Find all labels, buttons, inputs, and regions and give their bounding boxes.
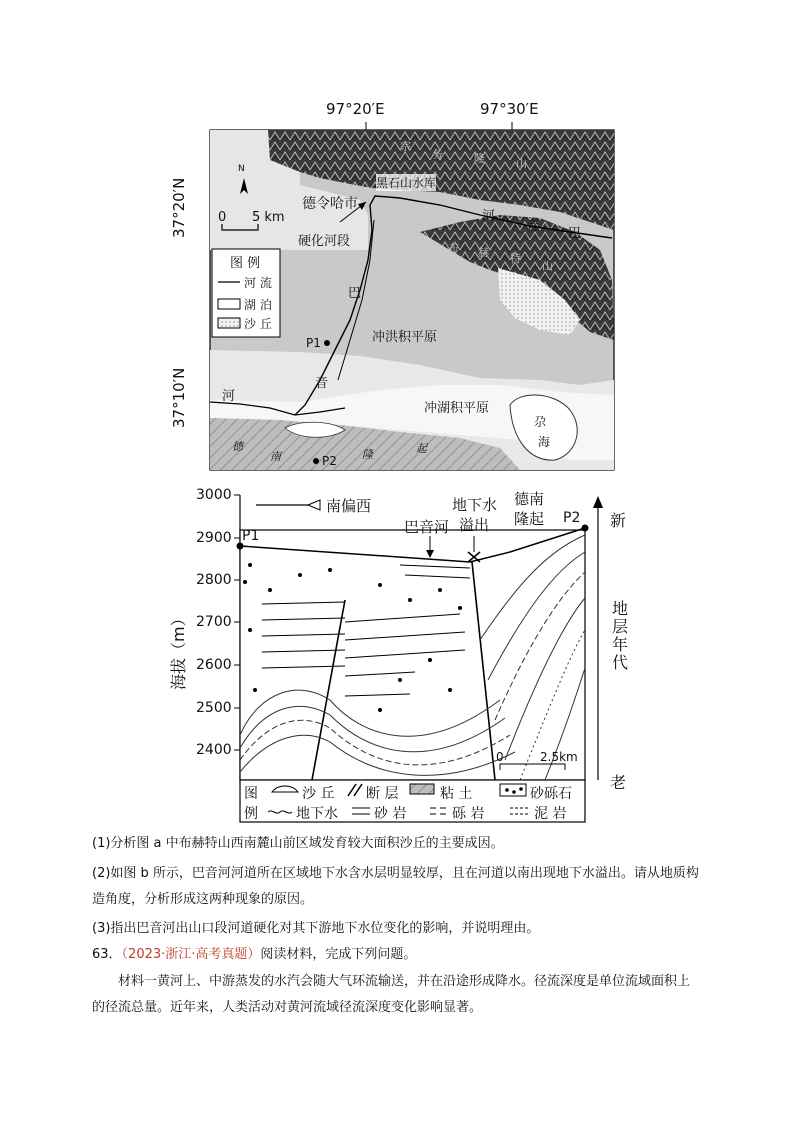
question-63-number: 63． bbox=[92, 947, 122, 962]
lat-label-1: 37°20′N bbox=[170, 177, 188, 238]
hill-label-2: 赫 bbox=[478, 246, 489, 259]
uplift-label-3: 隆 bbox=[362, 448, 373, 461]
question-1: (1)分析图 a 中布赫特山西南麓山前区域发育较大面积沙丘的主要成因。 bbox=[92, 836, 504, 851]
uplift-section-1: 德南 bbox=[514, 490, 545, 508]
section-p2: P2 bbox=[563, 510, 581, 526]
y-tick-2600: 2600 bbox=[196, 657, 232, 673]
section-legend-title-2: 例 bbox=[244, 806, 258, 822]
question-2-cont: 造角度，分析形成这两种现象的原因。 bbox=[92, 892, 314, 907]
uplift-label-1: 德 bbox=[232, 440, 243, 453]
spring-label-2: 溢出 bbox=[459, 516, 490, 534]
question-63-text: 阅读材料，完成下列问题。 bbox=[260, 947, 417, 962]
time-old: 老 bbox=[610, 773, 627, 792]
alluvial-label: 冲洪积平原 bbox=[372, 330, 438, 345]
lake-label-1: 尕 bbox=[534, 415, 547, 429]
lake-label-2: 海 bbox=[538, 435, 551, 449]
north-label: N bbox=[238, 164, 245, 174]
question-63 bbox=[92, 943, 732, 967]
legend-mudstone-b: 泥 岩 bbox=[534, 806, 567, 822]
question-3: (3)指出巴音河出山口段河道硬化对其下游地下水位变化的影响，并说明理由。 bbox=[92, 921, 540, 936]
legend-groundwater-b: 地下水 bbox=[296, 806, 338, 822]
mountain-label-2: 务 bbox=[432, 148, 443, 161]
legend-dune-b: 沙 丘 bbox=[302, 786, 335, 802]
y-tick-2400: 2400 bbox=[196, 742, 232, 758]
legend-conglomerate-b: 砾 岩 bbox=[452, 806, 485, 822]
question-63-source: （2023·浙江·高考真题） bbox=[121, 947, 261, 962]
legend-river: 河 流 bbox=[244, 276, 272, 290]
y-axis-label: 海拔（m） bbox=[169, 610, 188, 690]
lon-label-2: 97°30′E bbox=[480, 100, 539, 118]
y-tick-3000: 3000 bbox=[196, 487, 232, 503]
river-char-2: 音 bbox=[526, 219, 540, 234]
y-tick-2700: 2700 bbox=[196, 614, 232, 630]
material-line-1: 材料一黄河上、中游蒸发的水汽会随大气环流输送，并在沿途形成降水。径流深度是单位流域面积上 bbox=[118, 974, 691, 989]
p1-label: P1 bbox=[306, 336, 321, 350]
hill-label-4: 山 bbox=[542, 260, 553, 273]
legend-fault-b: 断 层 bbox=[366, 786, 399, 802]
river-char-1: 河 bbox=[482, 209, 496, 224]
time-new: 新 bbox=[610, 511, 627, 530]
legend-title: 图 例 bbox=[230, 256, 261, 271]
y-tick-2900: 2900 bbox=[196, 530, 232, 546]
reservoir-label: 黑石山水库 bbox=[376, 176, 437, 190]
river-char-3: 巴 bbox=[568, 226, 582, 241]
legend-clay-b: 粘 土 bbox=[440, 786, 473, 802]
river-char-yin: 音 bbox=[315, 376, 329, 391]
river-char-he: 河 bbox=[222, 389, 236, 404]
material-line-2: 的径流总量。近年来，人类活动对黄河流域径流深度变化影响显著。 bbox=[92, 1000, 483, 1015]
mountain-label-4: 山 bbox=[516, 157, 527, 170]
river-label: 巴音河 bbox=[404, 518, 450, 536]
legend-dune: 沙 丘 bbox=[244, 317, 272, 331]
section-p1: P1 bbox=[242, 528, 260, 544]
direction-label: 南偏西 bbox=[326, 497, 372, 515]
lon-label-1: 97°20′E bbox=[326, 100, 385, 118]
hill-label-3: 特 bbox=[510, 252, 521, 265]
section-scale-zero: 0 bbox=[496, 750, 504, 764]
lat-label-2: 37°10′N bbox=[170, 367, 188, 428]
scale-zero: 0 bbox=[218, 210, 227, 225]
city-label: 德令哈市 bbox=[302, 196, 358, 212]
legend-lake: 湖 泊 bbox=[244, 298, 272, 312]
time-axis-label: 地层年代 bbox=[612, 599, 629, 672]
hardened-label: 硬化河段 bbox=[298, 234, 351, 249]
scale-length: 5 km bbox=[252, 210, 285, 225]
y-tick-2800: 2800 bbox=[196, 572, 232, 588]
question-2: (2)如图 b 所示，巴音河河道所在区域地下水含水层明显较厚，且在河道以南出现地下水溢出。请从地质构 bbox=[92, 866, 699, 881]
lacustrine-label: 冲湖积平原 bbox=[424, 401, 490, 416]
uplift-label-2: 南 bbox=[270, 450, 281, 463]
mountain-label-1: 宗 bbox=[400, 140, 411, 153]
river-char-ba: 巴 bbox=[348, 286, 362, 301]
p2-label: P2 bbox=[322, 454, 337, 468]
mountain-label-3: 隆 bbox=[474, 152, 485, 165]
legend-sandstone-b: 砂 岩 bbox=[374, 806, 407, 822]
uplift-section-2: 隆起 bbox=[514, 510, 545, 528]
hill-label-1: 布 bbox=[448, 242, 459, 255]
uplift-label-4: 起 bbox=[416, 442, 427, 455]
section-legend-title-1: 图 bbox=[244, 786, 258, 802]
y-tick-2500: 2500 bbox=[196, 700, 232, 716]
legend-gravel-b: 砂砾石 bbox=[530, 786, 572, 802]
section-scale-length: 2.5km bbox=[540, 750, 578, 764]
spring-label-1: 地下水 bbox=[452, 496, 498, 514]
